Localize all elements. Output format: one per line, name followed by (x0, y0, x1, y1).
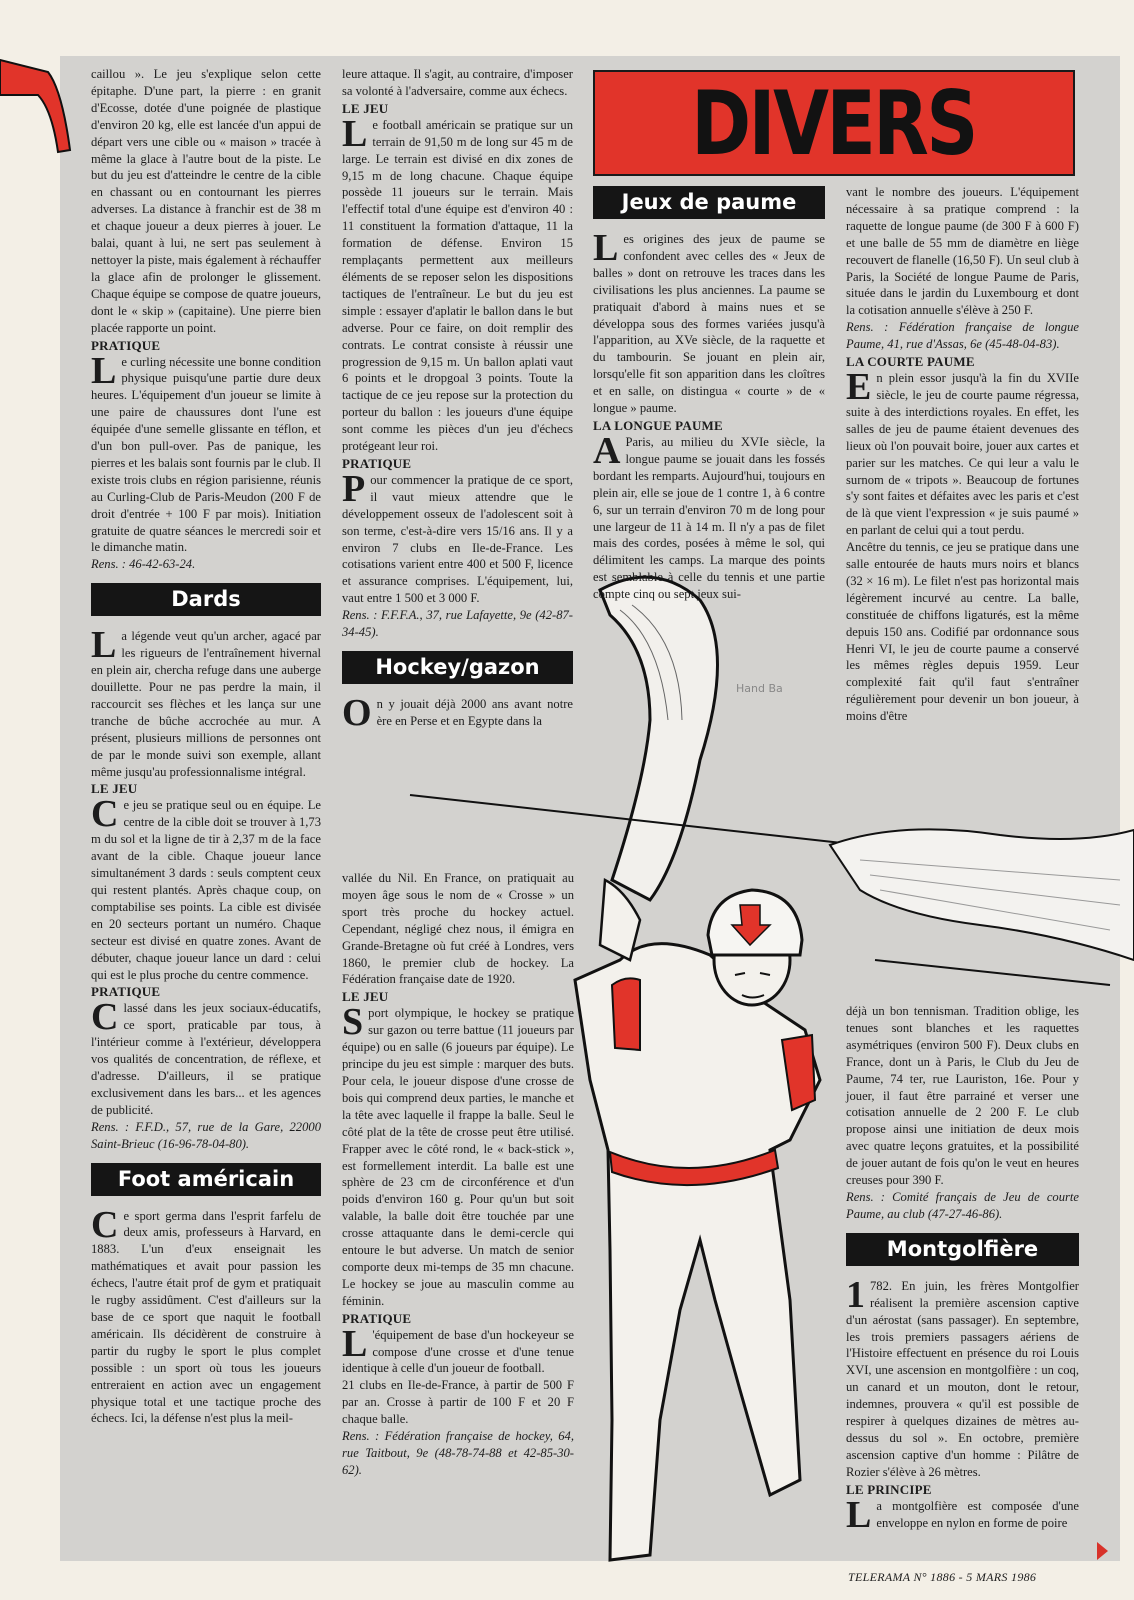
dards-pratique-text: Classé dans les jeux sociaux-éducatifs, ce sport, praticable par tous, à l'intérieur comme à l'extérieur, développera vos qualités de concentration, de réflexe, et d'adresse. D'ailleurs, il se pratique exclusivement dans les bars... et les agences de publicité. (91, 996, 321, 1117)
curling-rens: Rens. : 46-42-63-24. (91, 557, 196, 572)
player-body (575, 880, 820, 1560)
foot-intro: Ce sport germa dans l'esprit farfelu de deux amis, professeurs à Harvard, en 1883. L'un d'eux enseignait les mathématiques et avait pour passion les échecs, l'autre était prof de gym et pratiquait le rugby assidûment. C'est d'ailleurs sur la base de ce sport que naquit le football américain. Ils décidèrent de construire à partir du rugby le sport le plus complet possible : un sport où tous les joueurs entreraient en action avec un engagement physique total et une tactique proche des échecs. Ici, la défense n'est plus la meil- (91, 1203, 321, 1426)
courte-paume-text-2: Ancêtre du tennis, ce jeu se pratique dans une salle entourée de hauts murs noirs et blancs (32 × 16 m). Le filet n'est pas horizontal mais légèrement incurvé au centre. La balle, constituée de chiffons ligaturés, est la même depuis 150 ans. Codifié par ordonnance sous Henri VI, le jeu de courte paume a conservé les mêmes règles depuis 1959. Leur complexité fait qu'il faut s'entraîner régulièrement pour devenir un bon joueur, à moins d'être (846, 540, 1079, 724)
hockey-rens: Rens. : Fédération française de hockey, 64, rue Taitbout, 9e (48-78-74-88 et 42-85-30-62). (342, 1429, 574, 1477)
ball-motion-blur (830, 829, 1134, 960)
courte-paume-text: En plein essor jusqu'à la fin du XVIIe siècle, le jeu de courte paume régressa, suite à des interdictions royales. En effet, les salles de jeu de paume étaient devenues des lieux où l'on pouvait boire, jouer aux cartes et parier sur les matches. Ce qui leur a valu le surnom de « tripots ». Beaucoup de fortunes s'y sont faites et défaites avec les paris et c'est de là que vient l'expression « je suis paumé » en parlant de celui qui a tout perdu. (846, 366, 1079, 538)
drop-cap: L (91, 624, 117, 667)
jeux-de-paume-banner: Jeux de paume (593, 186, 825, 219)
montgolfiere-banner: Montgolfière (846, 1233, 1079, 1266)
hockey-lejeu-heading: LE JEU (342, 989, 389, 1005)
drop-cap: 1 (846, 1273, 865, 1316)
foot-pratique-heading: PRATIQUE (342, 455, 412, 471)
dards-lejeu-heading: LE JEU (91, 781, 138, 797)
drop-cap: A (593, 429, 621, 472)
montgolfiere-principe-text: La montgolfière est composée d'une enveloppe en nylon en forme de poire (846, 1493, 1079, 1536)
longue-paume-continued: vant le nombre des joueurs. L'équipement nécessaire à sa pratique comprend : la raquette de longue paume (de 300 F à 600 F) et une balle de 55 mm de diamètre en liège recouvert de flanelle (16,50 F). Un seul club à Paris, la Société de longue Paume de Paris, située dans le jardin du Luxembourg et dont la cotisation annuelle s'élève à 250 F. (846, 185, 1079, 318)
column-2-lower (342, 870, 574, 1479)
foot-rens: Rens. : F.F.F.A., 37, rue Lafayette, 9e (42-87-34-45). (342, 608, 573, 640)
drop-cap: L (593, 227, 619, 269)
dards-lejeu-text: Ce jeu se pratique seul ou en équipe. Le centre de la cible doit se trouver à 1,73 m du sol et la ligne de tir à 2,37 m de la face avant de la cible. Chaque joueur lance simultanément 3 dards : seuls comptent ceux qui restent plantés. Après chaque coup, on comptabilise ses points. La cible est divisée en 20 secteurs portant un numéro. Chaque secteur est divisé en quatre zones. Avant de débuter, chaque joueur lance un dard : celui qui est le plus proche du centre commence. (91, 793, 321, 982)
curling-pratique-text: Le curling nécessite une bonne condition physique puisqu'une partie dure deux heures. L'équipement d'un joueur se limite à une paire de chaussures dont l'une est équipée d'une semelle glissante en téflon, et d'un bon pull-over. Pas de panique, les pierres et les balais sont fournis par le club. Il existe trois clubs en région parisienne, réunis au Curling-Club de Paris-Meudon (200 F de droit d'entrée + 100 F par mois). Initiation gratuite de quatre séances le mercredi soir et le dimanche matin. (91, 349, 321, 555)
drop-cap: L (846, 1493, 872, 1536)
column-1 (91, 66, 321, 1427)
hockey-intro: On y jouait déjà 2000 ans avant notre ère en Perse et en Egypte dans la (342, 692, 573, 734)
column-2 (342, 66, 573, 734)
foot-lejeu-text: Le football américain se pratique sur un terrain de 91,50 m de long sur 45 m de large. Le terrain est divisé en dix zones de 9,15 m de long chacune. Chaque équipe possède 11 joueurs sur le terrain. Mais l'effectif total d'une équipe est d'environ 40 : 11 constituent la formation d'attaque, 11 la formation de défense. Environ 15 remplaçants permettent aux meilleurs éléments de se reposer selon les dispositions tactiques de l'entraîneur. Le but du jeu est simple : essayer d'aplatir le ballon dans le but adverse. Pour ce faire, on doit remplir des contrats. Le contrat consiste à réussir une progression de 9,15 m. Un ballon aplati vaut 6 points et le dropgoal 3 points. Toute la tactique de ce jeu repose sur la protection du porteur du ballon : les joueurs d'une équipe sont comme les pièces d'un jeu d'échecs protégeant leur roi. (342, 112, 573, 454)
svg-text:Hand Ba: Hand Ba (736, 682, 783, 695)
drop-cap: O (342, 692, 372, 734)
drop-cap: C (91, 793, 119, 836)
curling-text: caillou ». Le jeu s'explique selon cette épitaphe. D'une part, la pierre : en granit d'Ecosse, dotée d'une poignée de plastique d'environ 20 kg, elle est lancée d'un appui de départ vers une cible ou « maison » tracée à même la glace à l'autre bout de la piste. Le but du jeu est d'atteindre le centre de la cible en chassant ou en contournant les pierres adverses. La distance à franchir est de 38 m et chaque joueur a deux pierres à jouer. Le balai, quant à lui, ne sert pas seulement à nettoyer la piste, mais également à réchauffer la glace afin de prolonger le glissement. Chaque équipe se compose de quatre joueurs, dont le « skip » (capitaine). Une pierre bien placée rapporte un point. (91, 67, 321, 335)
courte-paume-text-3: déjà un bon tennisman. Tradition oblige, les tenues sont blanches et les raquettes asymétriques (environ 500 F). Deux clubs en France, dont un à Paris, le Club du Jeu de Paume, 74 ter, rue Lauriston, 16e. Pour y jouer, il faut être parrainé et verser une cotisation annuelle de 2 200 F. Le club propose ainsi une initiation de deux mois avec quatre leçons gratuites, et la possibilité de jouer autant de fois qu'on le veut en heures creuses pour 390 F. (846, 1004, 1079, 1188)
drop-cap: L (342, 1322, 368, 1365)
foot-pratique-text: Pour commencer la pratique de ce sport, il vaut mieux attendre que le développement osseux de l'adolescent soit à son terme, c'est-à-dire vers 15/16 ans. Il y a environ 7 clubs en Ile-de-France. Les cotisations varient entre 400 et 500 F, licence et assurance comprises. L'équipement, lui, vaut entre 1 500 et 3 000 F. (342, 467, 573, 606)
drop-cap: L (91, 349, 117, 392)
dards-banner: Dards (91, 583, 321, 616)
montgolfiere-intro: 1 782. En juin, les frères Montgolfier réalisent la première ascension captive d'un aérostat (sans passager). En septembre, les trois premiers passagers aériens de l'Histoire effectuent en présence du roi Louis XVI, une ascension en montgolfière : un coq, un canard et un mouton, dont le retour, indemnes, prouvera « qu'il est possible de respirer à quelques dizaines de mètres au-dessus du sol ». En octobre, première ascension captive d'un homme : Pilâtre de Rozier s'élève à 26 mètres. (846, 1273, 1079, 1479)
hockey-history: vallée du Nil. En France, on pratiquait au moyen âge sous le nom de « Crosse » un sport très proche du hockey actuel. Cependant, négligé chez nous, il émigra en Grande-Bretagne où fut créé à Londres, vers 1860, le premier club de hockey. La Fédération française date de 1920. (342, 871, 574, 987)
longue-paume-text: A Paris, au milieu du XVIe siècle, la longue paume se jouait dans les fossés bordant les remparts. Aujourd'hui, toujours en plein air, elle se joue de 1 contre 1, à 6 contre 6, sur un terrain d'environ 70 m de long pour une largeur de 11 à 14 m. Il n'y a pas de filet mais des cordes, posées à même le sol, qui délimitent les camps. La marque des points est semblable à celle du tennis et une partie compte cinq ou sept jeux sui- (593, 429, 825, 602)
dards-intro: La légende veut qu'un archer, agacé par les rigueurs de l'entraînement hivernal en plein air, chercha refuge dans une auberge douillette. Pour ne pas perdre la main, il raccourcit ses flèches et les lança sur une tranche de bûche accrochée au mur. A présent, plusieurs millions de personnes ont de par le monde suivi son exemple, allant même jusqu'au professionnalisme intégral. (91, 624, 321, 779)
dards-pratique-heading: PRATIQUE (91, 984, 161, 1000)
divers-masthead (593, 70, 1075, 176)
foot-continued: leure attaque. Il s'agit, au contraire, d'imposer sa volonté à l'adversaire, comme aux échecs. (342, 67, 573, 98)
next-page-arrow-icon (1097, 1542, 1108, 1560)
hockey-pratique-text: L 'équipement de base d'un hockeyeur se compose d'une crosse et d'une tenue identique à celle d'un joueur de football. (342, 1322, 574, 1376)
drop-cap: P (342, 467, 366, 510)
red-boomerang-shape (0, 60, 70, 152)
montgolfiere-principe-heading: LE PRINCIPE (846, 1481, 932, 1497)
foot-banner: Foot américain (91, 1163, 321, 1196)
drop-cap: C (91, 1203, 119, 1246)
issue-footer: TELERAMA N° 1886 - 5 MARS 1986 (848, 1570, 1037, 1584)
dards-rens: Rens. : F.F.D., 57, rue de la Gare, 22000 Saint-Brieuc (16-96-78-04-80). (91, 1119, 321, 1151)
courte-paume-heading: LA COURTE PAUME (846, 354, 975, 370)
drop-cap: L (342, 112, 368, 155)
longue-paume-heading: LA LONGUE PAUME (593, 417, 723, 433)
courte-paume-rens: Rens. : Comité français de Jeu de courte Paume, au club (47-27-46-86). (846, 1189, 1079, 1221)
drop-cap: S (342, 1001, 364, 1044)
hockey-banner: Hockey/gazon (342, 651, 573, 684)
hockey-lejeu-text: Sport olympique, le hockey se pratique sur gazon ou terre battue (11 joueurs par équipe) ou en salle (6 joueurs par équipe). Le principe du jeu est simple : marquer des buts. Pour cela, le joueur dispose d'une crosse de bois qui comprend deux parties, le manche et la tête avec laquelle il frappe la balle. Seul le côté plat de la tête de crosse peut être utilisé. Frapper avec le côté rond, le « back-stick », est formellement interdit. La balle est une sphère de 23 cm de circonférence et d'un poids d'environ 160 g. Pour qu'un but soit valable, la balle doit être touchée par une crosse attaquante dans le demi-cercle qui entoure le but adverse. Un match de senior comporte deux mi-temps de 35 mn chacune. Le hockey se joue au masculin comme au féminin. (342, 1001, 574, 1308)
divers-title: DIVERS (691, 71, 977, 175)
drop-cap: C (91, 996, 119, 1039)
hockey-clubs-text: 21 clubs en Ile-de-France, à partir de 500 F par an. Crosse à partir de 100 F et 20 F chaque balle. (342, 1378, 574, 1427)
foot-lejeu-heading: LE JEU (342, 100, 389, 116)
column-4-lower (846, 1003, 1079, 1536)
drop-cap: E (846, 366, 872, 409)
column-3 (593, 180, 825, 603)
longue-paume-rens: Rens. : Fédération française de longue Paume, 41, rue d'Assas, 6e (45-48-04-83). (846, 320, 1079, 352)
curling-pratique-heading: PRATIQUE (91, 337, 161, 353)
hockey-stick-blade (600, 577, 718, 900)
column-4 (846, 184, 1079, 725)
paume-intro: Les origines des jeux de paume se confondent avec celles des « Jeux de balles » dont on retrouve les traces dans les civilisations les plus anciennes. La paume se pratiquait d'abord à mains nues et se développa sous des formes variées jusqu'à l'apparition, au XVe siècle, de la raquette et du tambourin. Se jouant en plein air, lorsqu'elle fit son apparition dans les cloîtres et en salle, on distingua « courte » de « longue » paume. (593, 227, 825, 416)
hockey-pratique-heading: PRATIQUE (342, 1310, 412, 1326)
